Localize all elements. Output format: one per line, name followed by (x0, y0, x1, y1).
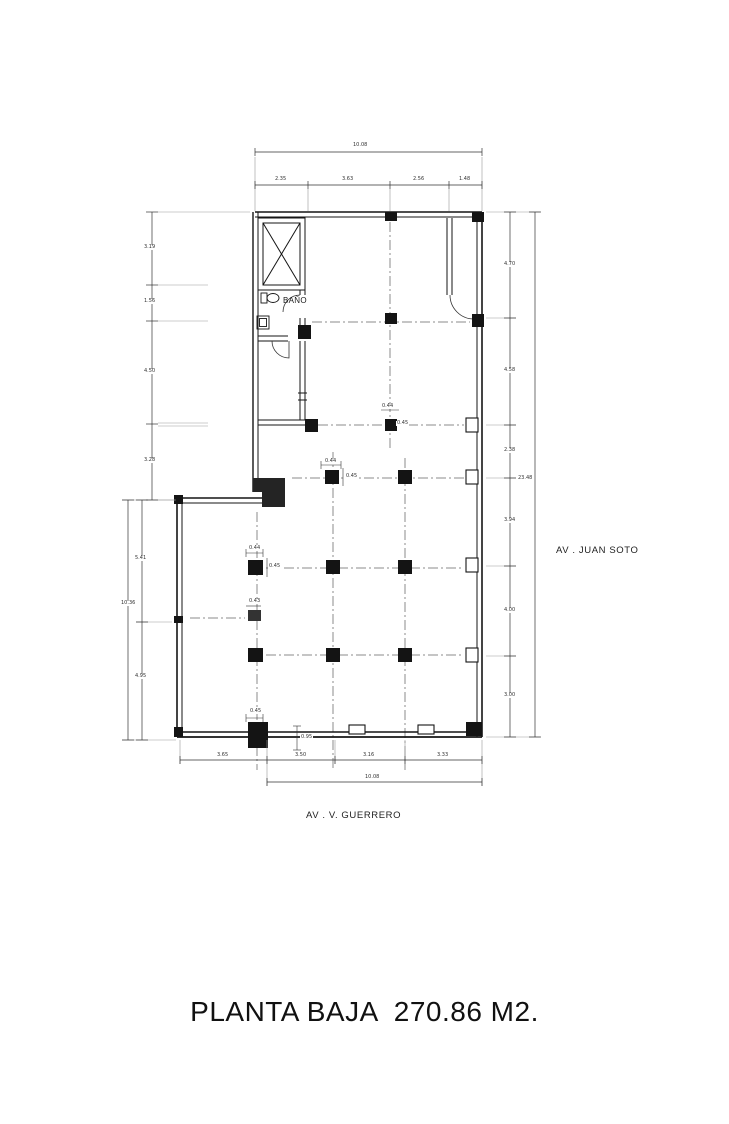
column-dim-ticks (246, 410, 399, 750)
toilet-icon (261, 293, 279, 303)
dim-bottom-seg-2: 3.50 (295, 752, 307, 758)
dim-col-2: 0.45 (397, 420, 409, 426)
dim-top-seg-4: 1.48 (459, 176, 471, 182)
dim-left-seg-1: 3.19 (144, 244, 156, 250)
dim-col-9: 0.95 (301, 734, 313, 740)
interior-wall-top-right (447, 218, 452, 295)
dim-left-lower-total: 10.36 (121, 600, 136, 606)
dim-left-lower-1: 5.41 (135, 555, 147, 561)
dim-top-seg-1: 2.35 (275, 176, 287, 182)
grid-centerlines (190, 222, 470, 770)
dim-right-seg-2: 4.58 (504, 367, 516, 373)
plan-title: PLANTA BAJA 270.86 M2. (190, 996, 539, 1027)
street-label-juan-soto: AV . JUAN SOTO (556, 545, 639, 556)
dimension-lines (122, 148, 541, 786)
dim-bottom-seg-3: 3.16 (363, 752, 375, 758)
dim-col-4: 0.45 (346, 473, 358, 479)
dim-top-total: 10.08 (353, 142, 368, 148)
columns (174, 212, 484, 748)
top-right-door-arc (450, 295, 474, 319)
dim-right-seg-5: 4.00 (504, 607, 516, 613)
bathroom-label: BAÑO (283, 296, 307, 305)
dim-left-seg-4: 3.28 (144, 457, 156, 463)
dim-right-seg-6: 3.00 (504, 692, 516, 698)
dim-right-seg-1: 4.70 (504, 261, 516, 267)
dim-right-total: 23.48 (518, 475, 533, 481)
bathroom-door-arc (272, 341, 289, 358)
dim-left-lower-2: 4.95 (135, 673, 147, 679)
dim-col-5: 0.44 (249, 545, 261, 551)
dim-top-seg-3: 2.56 (413, 176, 425, 182)
dim-col-6: 0.45 (269, 563, 281, 569)
dim-right-seg-3: 2.38 (504, 447, 516, 453)
dim-right-seg-4: 3.94 (504, 517, 516, 523)
dim-col-8: 0.45 (250, 708, 262, 714)
wall-window-boxes (349, 418, 478, 734)
dim-bottom-total: 10.08 (365, 774, 380, 780)
dim-top-seg-2: 3.63 (342, 176, 354, 182)
street-label-guerrero: AV . V. GUERRERO (306, 810, 402, 821)
dim-col-1: 0.44 (382, 403, 394, 409)
dim-left-seg-3: 4.50 (144, 368, 156, 374)
dim-bottom-seg-1: 3.65 (217, 752, 229, 758)
dim-bottom-seg-4: 3.33 (437, 752, 449, 758)
interior-walls-left-room (258, 341, 311, 425)
dim-col-7: 0.43 (249, 598, 261, 604)
dim-col-3: 0.44 (325, 458, 337, 464)
shaft-elevator (258, 218, 305, 290)
dim-left-seg-2: 1.56 (144, 298, 156, 304)
sink-icon (257, 316, 269, 329)
